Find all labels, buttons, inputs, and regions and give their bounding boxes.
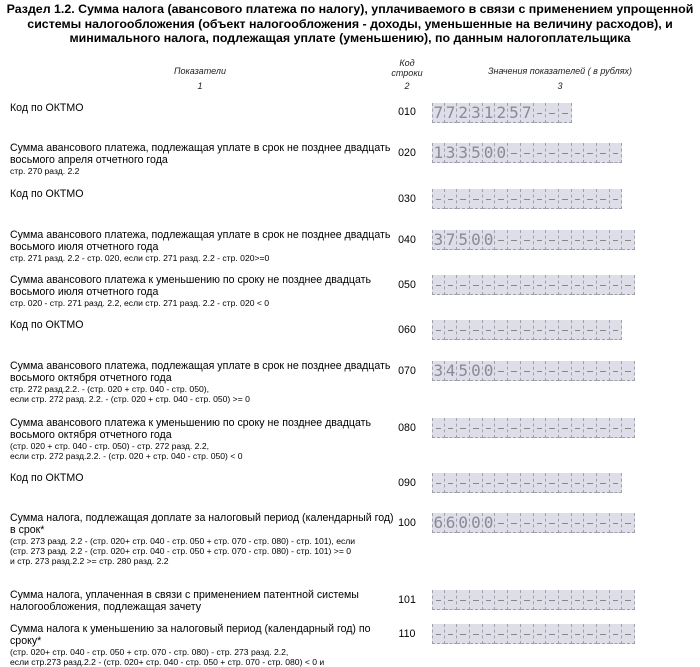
empty-digit-cell[interactable] <box>546 230 559 250</box>
empty-digit-cell[interactable] <box>483 189 496 209</box>
empty-digit-cell[interactable] <box>534 513 547 533</box>
empty-digit-cell[interactable] <box>534 624 547 644</box>
value-cells[interactable] <box>432 513 635 533</box>
value-cells[interactable] <box>432 320 622 340</box>
empty-digit-cell[interactable] <box>521 361 534 381</box>
empty-digit-cell[interactable] <box>508 624 521 644</box>
empty-digit-cell[interactable] <box>559 513 572 533</box>
empty-digit-cell[interactable] <box>521 275 534 295</box>
empty-digit-cell[interactable] <box>483 590 496 610</box>
empty-digit-cell[interactable] <box>597 473 610 493</box>
empty-digit-cell[interactable] <box>432 624 445 644</box>
empty-digit-cell[interactable] <box>470 624 483 644</box>
column-header-indicators: Показатели <box>174 66 226 76</box>
line-code: 050 <box>398 279 416 291</box>
row-label: Сумма налога, подлежащая доплате за налоговый период (календарный год) в срок* (стр. 273 разд. 2.2 - (стр. 020+ стр. 040 - стр. 050 + стр. 070 - стр. 080) - стр. 101), если (стр. 273 разд. 2.2 - (стр. 020+ стр. 040 - стр. 050 + стр. 070 - стр. 080) - стр. 101) >= 0 и стр. 273 разд.2.2 >= стр. 280 разд. 2.2 <box>10 512 394 567</box>
empty-digit-cell[interactable] <box>483 275 496 295</box>
digit-cell[interactable]: 7 <box>445 230 458 250</box>
empty-digit-cell[interactable] <box>572 230 585 250</box>
empty-digit-cell[interactable] <box>508 143 521 163</box>
empty-digit-cell[interactable] <box>521 230 534 250</box>
empty-digit-cell[interactable] <box>521 320 534 340</box>
digit-cell[interactable]: 6 <box>445 513 458 533</box>
empty-digit-cell[interactable] <box>470 320 483 340</box>
empty-digit-cell[interactable] <box>495 624 508 644</box>
empty-digit-cell[interactable] <box>483 320 496 340</box>
line-code: 100 <box>398 517 416 529</box>
empty-digit-cell[interactable] <box>457 590 470 610</box>
digit-cell[interactable]: 3 <box>433 230 444 249</box>
empty-digit-cell[interactable] <box>610 143 623 163</box>
empty-digit-cell[interactable] <box>546 590 559 610</box>
empty-digit-cell[interactable] <box>508 361 521 381</box>
row-label: Код по ОКТМО <box>10 102 84 114</box>
digit-cell[interactable]: 1 <box>433 143 444 162</box>
empty-digit-cell[interactable] <box>483 624 496 644</box>
empty-digit-cell[interactable] <box>584 418 597 438</box>
empty-digit-cell[interactable] <box>508 230 521 250</box>
empty-digit-cell[interactable] <box>457 189 470 209</box>
empty-digit-cell[interactable] <box>622 275 635 295</box>
digit-cell[interactable]: 7 <box>521 103 534 123</box>
empty-digit-cell[interactable] <box>546 143 559 163</box>
empty-digit-cell[interactable] <box>495 320 508 340</box>
empty-digit-cell[interactable] <box>572 320 585 340</box>
row-label: Сумма авансового платежа к уменьшению по сроку не позднее двадцать восьмого июля отчетного года стр. 020 - стр. 271 разд. 2.2, если стр. 271 разд. 2.2 - стр. 020 < 0 <box>10 274 371 309</box>
empty-digit-cell[interactable] <box>546 189 559 209</box>
empty-digit-cell[interactable] <box>534 590 547 610</box>
empty-digit-cell[interactable] <box>534 230 547 250</box>
empty-digit-cell[interactable] <box>572 624 585 644</box>
empty-digit-cell[interactable] <box>610 275 623 295</box>
empty-digit-cell[interactable] <box>495 275 508 295</box>
empty-digit-cell[interactable] <box>495 473 508 493</box>
empty-digit-cell[interactable] <box>534 103 547 123</box>
value-cells[interactable] <box>432 230 635 250</box>
line-code: 110 <box>398 628 416 640</box>
empty-digit-cell[interactable] <box>559 189 572 209</box>
empty-digit-cell[interactable] <box>432 275 445 295</box>
empty-digit-cell[interactable] <box>584 143 597 163</box>
empty-digit-cell[interactable] <box>495 189 508 209</box>
value-cells[interactable] <box>432 143 622 163</box>
empty-digit-cell[interactable] <box>597 361 610 381</box>
empty-digit-cell[interactable] <box>508 275 521 295</box>
empty-digit-cell[interactable] <box>622 418 635 438</box>
empty-digit-cell[interactable] <box>457 275 470 295</box>
column-number-2: 2 <box>404 81 410 91</box>
empty-digit-cell[interactable] <box>597 624 610 644</box>
column-number-1: 1 <box>197 81 203 91</box>
empty-digit-cell[interactable] <box>584 361 597 381</box>
empty-digit-cell[interactable] <box>495 230 508 250</box>
digit-cell[interactable]: 3 <box>445 143 458 163</box>
empty-digit-cell[interactable] <box>546 275 559 295</box>
empty-digit-cell[interactable] <box>559 143 572 163</box>
digit-cell[interactable]: 3 <box>433 361 444 380</box>
empty-digit-cell[interactable] <box>622 361 635 381</box>
digit-cell[interactable]: 0 <box>470 230 483 250</box>
empty-digit-cell[interactable] <box>559 230 572 250</box>
empty-digit-cell[interactable] <box>610 361 623 381</box>
row-label: Сумма авансового платежа, подлежащая уплате в срок не позднее двадцать восьмого октября отчетного года стр. 272 разд.2.2. - (стр. 020 + стр. 040 - стр. 050), если стр. 272 разд. 2.2. - (стр. 020 + стр. 040 - стр. 050) >= 0 <box>10 360 391 405</box>
empty-digit-cell[interactable] <box>521 590 534 610</box>
empty-digit-cell[interactable] <box>445 275 458 295</box>
digit-cell[interactable]: 7 <box>445 103 458 123</box>
empty-digit-cell[interactable] <box>470 418 483 438</box>
line-code: 080 <box>398 422 416 434</box>
empty-digit-cell[interactable] <box>610 513 623 533</box>
line-code: 020 <box>398 147 416 159</box>
empty-digit-cell[interactable] <box>584 189 597 209</box>
digit-cell[interactable]: 5 <box>470 143 483 163</box>
empty-digit-cell[interactable] <box>559 103 572 123</box>
empty-digit-cell[interactable] <box>432 590 445 610</box>
digit-cell[interactable]: 2 <box>457 103 470 123</box>
empty-digit-cell[interactable] <box>508 590 521 610</box>
empty-digit-cell[interactable] <box>559 473 572 493</box>
value-cells[interactable] <box>432 275 635 295</box>
empty-digit-cell[interactable] <box>483 418 496 438</box>
digit-cell[interactable]: 3 <box>457 143 470 163</box>
line-code: 101 <box>398 594 416 606</box>
empty-digit-cell[interactable] <box>622 230 635 250</box>
empty-digit-cell[interactable] <box>470 189 483 209</box>
empty-digit-cell[interactable] <box>572 275 585 295</box>
empty-digit-cell[interactable] <box>597 590 610 610</box>
empty-digit-cell[interactable] <box>546 320 559 340</box>
empty-digit-cell[interactable] <box>521 624 534 644</box>
column-number-3: 3 <box>557 81 563 91</box>
empty-digit-cell[interactable] <box>622 513 635 533</box>
empty-digit-cell[interactable] <box>495 418 508 438</box>
empty-digit-cell[interactable] <box>572 361 585 381</box>
empty-digit-cell[interactable] <box>457 320 470 340</box>
digit-cell[interactable]: 0 <box>483 143 496 163</box>
line-code: 090 <box>398 477 416 489</box>
value-cells[interactable] <box>432 189 622 209</box>
line-code: 060 <box>398 324 416 336</box>
digit-cell[interactable]: 2 <box>495 103 508 123</box>
section-title: Раздел 1.2. Сумма налога (авансового платежа по налогу), уплачиваемого в связи с применением упрощенной системы налогообложения (объект налогообложения - доходы, уменьшенные на величину расходов), и минимального налога, подлежащая уплате (уменьшению), по данным налогоплательщика <box>6 2 694 45</box>
empty-digit-cell[interactable] <box>508 418 521 438</box>
line-code: 040 <box>398 234 416 246</box>
row-label: Сумма налога к уменьшению за налоговый период (календарный год) по сроку* (стр. 020+ стр. 040 - стр. 050 + стр. 070 - стр. 080) - стр. 273 разд. 2.2, если стр.273 разд.2.2 - (стр. 020+ стр. 040 - стр. 050 + стр. 070 - стр. 080) < 0 и <box>10 623 371 667</box>
empty-digit-cell[interactable] <box>470 473 483 493</box>
digit-cell[interactable]: 0 <box>457 513 470 533</box>
digit-cell[interactable]: 6 <box>433 513 444 532</box>
empty-digit-cell[interactable] <box>445 624 458 644</box>
digit-cell[interactable]: 3 <box>470 103 483 123</box>
empty-digit-cell[interactable] <box>622 590 635 610</box>
empty-digit-cell[interactable] <box>597 189 610 209</box>
row-label: Сумма авансового платежа к уменьшению по сроку не позднее двадцать восьмого октября отчетного года (стр. 020 + стр. 040 - стр. 050) - стр. 272 разд. 2.2, если стр. 272 разд.2.2. - (стр. 020 + стр. 040 - стр. 050) < 0 <box>10 417 371 462</box>
row-label: Код по ОКТМО <box>10 472 84 484</box>
digit-cell[interactable]: 7 <box>433 103 444 122</box>
row-label: Код по ОКТМО <box>10 188 84 200</box>
digit-cell[interactable]: 5 <box>508 103 521 123</box>
column-header-line-code: Код строки <box>391 58 423 78</box>
empty-digit-cell[interactable] <box>508 473 521 493</box>
empty-digit-cell[interactable] <box>432 320 445 340</box>
empty-digit-cell[interactable] <box>470 590 483 610</box>
empty-digit-cell[interactable] <box>610 624 623 644</box>
digit-cell[interactable]: 0 <box>495 143 508 163</box>
empty-digit-cell[interactable] <box>584 624 597 644</box>
empty-digit-cell[interactable] <box>597 320 610 340</box>
empty-digit-cell[interactable] <box>572 513 585 533</box>
value-cells[interactable] <box>432 103 572 123</box>
empty-digit-cell[interactable] <box>622 624 635 644</box>
empty-digit-cell[interactable] <box>584 513 597 533</box>
empty-digit-cell[interactable] <box>495 590 508 610</box>
empty-digit-cell[interactable] <box>610 590 623 610</box>
digit-cell[interactable]: 4 <box>445 361 458 381</box>
empty-digit-cell[interactable] <box>432 189 445 209</box>
empty-digit-cell[interactable] <box>559 361 572 381</box>
row-label: Код по ОКТМО <box>10 319 84 331</box>
digit-cell[interactable]: 0 <box>483 513 496 533</box>
empty-digit-cell[interactable] <box>610 189 623 209</box>
empty-digit-cell[interactable] <box>584 473 597 493</box>
row-label: Сумма авансового платежа, подлежащая уплате в срок не позднее двадцать восьмого апреля отчетного года стр. 270 разд. 2.2 <box>10 142 391 177</box>
empty-digit-cell[interactable] <box>495 361 508 381</box>
empty-digit-cell[interactable] <box>457 418 470 438</box>
empty-digit-cell[interactable] <box>597 230 610 250</box>
empty-digit-cell[interactable] <box>521 418 534 438</box>
empty-digit-cell[interactable] <box>508 189 521 209</box>
empty-digit-cell[interactable] <box>445 320 458 340</box>
empty-digit-cell[interactable] <box>445 189 458 209</box>
empty-digit-cell[interactable] <box>572 590 585 610</box>
empty-digit-cell[interactable] <box>559 624 572 644</box>
empty-digit-cell[interactable] <box>521 189 534 209</box>
empty-digit-cell[interactable] <box>521 473 534 493</box>
empty-digit-cell[interactable] <box>534 143 547 163</box>
empty-digit-cell[interactable] <box>597 275 610 295</box>
empty-digit-cell[interactable] <box>534 275 547 295</box>
empty-digit-cell[interactable] <box>546 473 559 493</box>
column-header-values: Значения показателей ( в рублях) <box>487 66 633 76</box>
digit-cell[interactable]: 0 <box>470 361 483 381</box>
empty-digit-cell[interactable] <box>445 473 458 493</box>
empty-digit-cell[interactable] <box>432 418 445 438</box>
empty-digit-cell[interactable] <box>572 189 585 209</box>
empty-digit-cell[interactable] <box>584 275 597 295</box>
line-code: 010 <box>398 106 416 118</box>
empty-digit-cell[interactable] <box>457 473 470 493</box>
empty-digit-cell[interactable] <box>521 143 534 163</box>
empty-digit-cell[interactable] <box>445 418 458 438</box>
empty-digit-cell[interactable] <box>584 320 597 340</box>
line-code: 030 <box>398 193 416 205</box>
empty-digit-cell[interactable] <box>521 513 534 533</box>
empty-digit-cell[interactable] <box>470 275 483 295</box>
empty-digit-cell[interactable] <box>559 418 572 438</box>
empty-digit-cell[interactable] <box>559 320 572 340</box>
empty-digit-cell[interactable] <box>546 513 559 533</box>
row-label: Сумма налога, уплаченная в связи с применением патентной системы налогообложения, подлежащая зачету <box>10 589 359 613</box>
empty-digit-cell[interactable] <box>534 473 547 493</box>
line-code: 070 <box>398 365 416 377</box>
empty-digit-cell[interactable] <box>534 361 547 381</box>
value-cells[interactable] <box>432 418 635 438</box>
value-cells[interactable] <box>432 624 635 644</box>
digit-cell[interactable]: 5 <box>457 230 470 250</box>
empty-digit-cell[interactable] <box>584 230 597 250</box>
empty-digit-cell[interactable] <box>572 473 585 493</box>
empty-digit-cell[interactable] <box>584 590 597 610</box>
empty-digit-cell[interactable] <box>483 473 496 493</box>
digit-cell[interactable]: 0 <box>483 230 496 250</box>
empty-digit-cell[interactable] <box>508 513 521 533</box>
empty-digit-cell[interactable] <box>534 189 547 209</box>
empty-digit-cell[interactable] <box>597 143 610 163</box>
empty-digit-cell[interactable] <box>597 418 610 438</box>
empty-digit-cell[interactable] <box>534 418 547 438</box>
empty-digit-cell[interactable] <box>546 361 559 381</box>
empty-digit-cell[interactable] <box>610 418 623 438</box>
empty-digit-cell[interactable] <box>432 473 445 493</box>
empty-digit-cell[interactable] <box>546 418 559 438</box>
empty-digit-cell[interactable] <box>610 473 623 493</box>
empty-digit-cell[interactable] <box>559 275 572 295</box>
empty-digit-cell[interactable] <box>572 418 585 438</box>
empty-digit-cell[interactable] <box>457 624 470 644</box>
empty-digit-cell[interactable] <box>546 624 559 644</box>
empty-digit-cell[interactable] <box>546 103 559 123</box>
empty-digit-cell[interactable] <box>610 320 623 340</box>
digit-cell[interactable]: 0 <box>483 361 496 381</box>
value-cells[interactable] <box>432 361 635 381</box>
value-cells[interactable] <box>432 473 622 493</box>
empty-digit-cell[interactable] <box>572 143 585 163</box>
empty-digit-cell[interactable] <box>597 513 610 533</box>
empty-digit-cell[interactable] <box>559 590 572 610</box>
value-cells[interactable] <box>432 590 635 610</box>
empty-digit-cell[interactable] <box>508 320 521 340</box>
digit-cell[interactable]: 5 <box>457 361 470 381</box>
digit-cell[interactable]: 1 <box>483 103 496 123</box>
digit-cell[interactable]: 0 <box>470 513 483 533</box>
empty-digit-cell[interactable] <box>534 320 547 340</box>
row-label: Сумма авансового платежа, подлежащая уплате в срок не позднее двадцать восьмого июля отчетного года стр. 271 разд. 2.2 - стр. 020, если стр. 271 разд. 2.2 - стр. 020>=0 <box>10 229 391 264</box>
empty-digit-cell[interactable] <box>445 590 458 610</box>
empty-digit-cell[interactable] <box>610 230 623 250</box>
empty-digit-cell[interactable] <box>495 513 508 533</box>
